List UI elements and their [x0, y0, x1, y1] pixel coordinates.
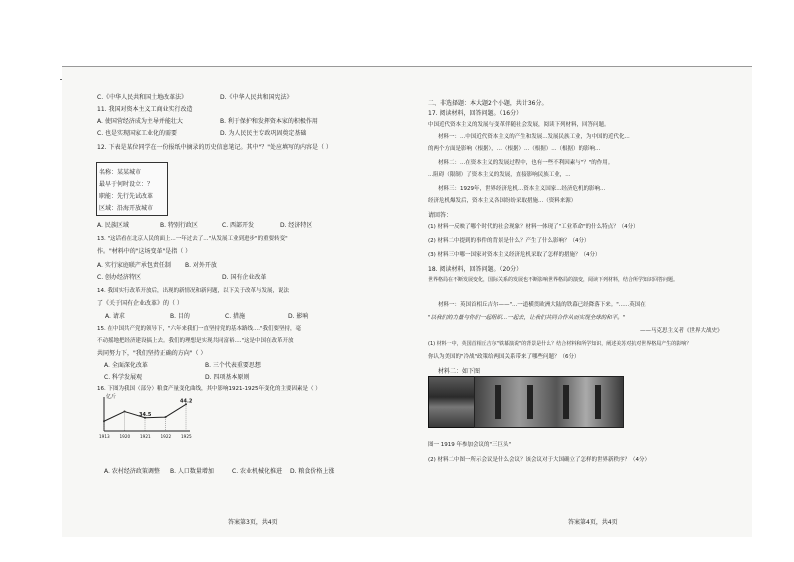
q14-option-c: C. 措施 [225, 313, 246, 320]
q15-option-b: B. 三个代表重要思想 [205, 362, 261, 369]
q16-option-d: D. 粮食价格上涨 [290, 468, 335, 475]
data-label: 34.5 [139, 411, 152, 418]
material-r1: 材料一：英国首相丘吉尔——"...一道横贯欧洲大陆的铁幕已经降落下来。"......英国在 [438, 302, 646, 308]
material-1: 材料一：...中国近代资本主义的产生和发展...发展民族工业，为中国的近代化... [438, 134, 630, 140]
table-row: 名称：某某城市 [99, 169, 142, 176]
q17-intro: 中国近代资本主义的发展与变革伴随社会发展，阅读下列材料，回答问题。 [428, 122, 610, 128]
q12-option-d: D. 经济特区 [280, 222, 313, 229]
right-page-footer: 答案第4页，共4页 [568, 519, 618, 526]
x-tick-label: 1922 [160, 434, 172, 439]
q14-option-a: A. 请求 [105, 313, 125, 320]
q16-option-c: C. 农业机械化推进 [232, 468, 283, 475]
q12-option-c: C. 西部开发 [222, 222, 255, 229]
material-r2: 材料二：如下图 [438, 368, 481, 375]
q15-option-d: D. 四项基本原则 [205, 374, 250, 381]
q10-option-d: D.《中华人民共和国宪法》 [220, 94, 293, 101]
q14-option-d: D. 影响 [288, 313, 309, 320]
answer-prompt: 请回答： [428, 212, 453, 219]
q14-stem-2: 了《关于国有企业改革》的（ ） [97, 300, 183, 307]
section-two-heading: 二、非选择题：本大题2个小题，共计36分。 [428, 100, 548, 107]
y-axis-label: 亿斤 [106, 394, 117, 400]
q17-part-3: (3) 材料三中哪一国家对资本主义经济危机采取了怎样的措施？（4分） [428, 252, 601, 258]
q17-part-1: (1) 材料一反映了哪个时代的社会现象？材料一体现了"工业革命"的什么特点？（4分） [428, 224, 639, 230]
q12-option-b: B. 特别行政区 [160, 222, 198, 229]
q14-stem: 14. 我国实行改革开放后，出现的新情况和新问题，以下关于改革与发展，说法 [97, 288, 289, 294]
historical-photo-left [428, 376, 476, 428]
q15-option-c: C. 科学发展观 [104, 374, 143, 381]
q16-option-a: A. 农村经济政策调整 [104, 468, 160, 475]
left-page-footer: 答案第3页，共4页 [228, 519, 278, 526]
q18-stem: 18. 阅读材料，回答问题。（20分） [428, 266, 523, 273]
q10-option-c: C.《中华人民共和国土地改革法》 [97, 94, 188, 101]
q15-option-a: A. 全面深化改革 [104, 362, 148, 369]
q17-stem: 17. 阅读材料，回答问题。（16分） [428, 110, 523, 117]
q13-stem-2: 作。"材料中的"这场变革"是指（ ） [97, 248, 192, 255]
material-3: 材料三：1929年，世界经济危机...资本主义国家...经济危机的影响... [438, 186, 606, 192]
q13-stem: 13. "这话看在北京人民的面上...一年过去了..."从发展工业到进步"的重要转变" [97, 236, 288, 242]
q12-option-a: A. 民族区域 [97, 222, 129, 229]
q15-stem: 15. 在中国共产党的领导下，"六年来我们一直坚持党的基本路线...."我们要坚持，毫 [97, 326, 302, 332]
material-2-cont: ...阻碍（限制）了资本主义的发展，直接影响民族工业，... [428, 172, 571, 178]
q16-stem: 16. 下图为我国（部分）粮食产量变化曲线，其中影响1921-1925年变化的主要因素是（ ） [97, 386, 321, 392]
q14-option-b: B. 目的 [170, 313, 190, 320]
q18-part-1-cont: 你认为美国的"冷战"政策给两国关系带来了哪些问题？（6分） [428, 354, 580, 360]
q13-option-b: B. 对外开放 [185, 262, 217, 269]
q15-stem-2: 不动摇地把经济建设搞上去。我们的理想是实现共同富裕...."这是中国在改革开放 [97, 338, 294, 344]
x-tick-label: 1925 [181, 434, 192, 439]
q16-option-b: B. 人口数量增加 [170, 468, 214, 475]
q11-option-c: C. 也是实现国家工业化的需要 [97, 130, 178, 137]
q18-intro: 世界格局在不断发展变化，国际关系的发展也不断影响世界格局的演变，阅读下列材料，结合所学知识回答问题。 [428, 277, 679, 283]
table-row: 区域：沿海开放城市 [99, 205, 154, 212]
q11-option-d: D. 为人民民主专政巩固奠定基础 [220, 130, 307, 137]
q11-stem: 11. 我国对资本主义工商业实行改造 [97, 106, 193, 113]
q18-part-2: (2) 材料二中图一所示会议是什么会议？该会议对于大国确立了怎样的世界新秩序？（4分） [428, 457, 651, 463]
q13-option-c: C. 创办经济特区 [97, 274, 142, 281]
photo-caption: 图一 1919 年参加会议的"三巨头" [428, 442, 512, 448]
material-2: 材料二：...在资本主义的发展过程中，也有一些不利因素与"？"的作用。 [438, 160, 614, 166]
x-tick-label: 1920 [119, 434, 131, 439]
historical-photo-1919 [474, 376, 624, 428]
q11-option-b: B. 利于保护和发挥资本家的积极作用 [220, 118, 318, 125]
q13-option-a: A. 实行家庭联产承包责任制 [97, 262, 171, 269]
x-tick-label: 1913 [99, 434, 110, 439]
q17-part-2: (2) 材料二中提到的事件的背景是什么？产生了什么影响？（4分） [428, 238, 590, 244]
q15-stem-3: 共同努力下，"我们坚持正确的方向"（ ） [97, 350, 207, 357]
x-tick-label: 1921 [140, 434, 151, 439]
data-label: 44.2 [180, 398, 192, 405]
material-3-cont: 经济危机爆发后，资本主义各国纷纷采取措施...（资料来源） [428, 198, 577, 204]
q18-part-1: (1) 材料一中，英国首相丘吉尔"铁幕演说"的背景是什么？结合材料和所学知识，阐述美苏对抗对世界格局产生的影响？ [428, 341, 692, 347]
table-row: 最早于何时设立：？ [99, 181, 154, 188]
material-r1-cont: "以我们的力量与你们一起组织...一起去，让我们共同合作从而实现全球的和平。" [428, 315, 626, 321]
material-1-cont: 的两个方面是影响（根据），...（根据）...（根据）...（根据）的影响... [428, 146, 601, 152]
q12-stem: 12. 下表是某位同学在一份报纸中摘录的历史信息笔记。其中"？"处应填写的内容是（ ） [97, 144, 332, 151]
material-r1-source: ——马克思主义者《世界大战史》 [640, 328, 723, 334]
grain-yield-chart [96, 393, 192, 441]
q13-option-d: D. 国有企业改革 [222, 274, 267, 281]
q12-info-table [96, 162, 168, 216]
table-row: 职能：先行先试改革 [99, 193, 154, 200]
q11-option-a: A. 使国营经济成为主导并能壮大 [97, 118, 183, 125]
